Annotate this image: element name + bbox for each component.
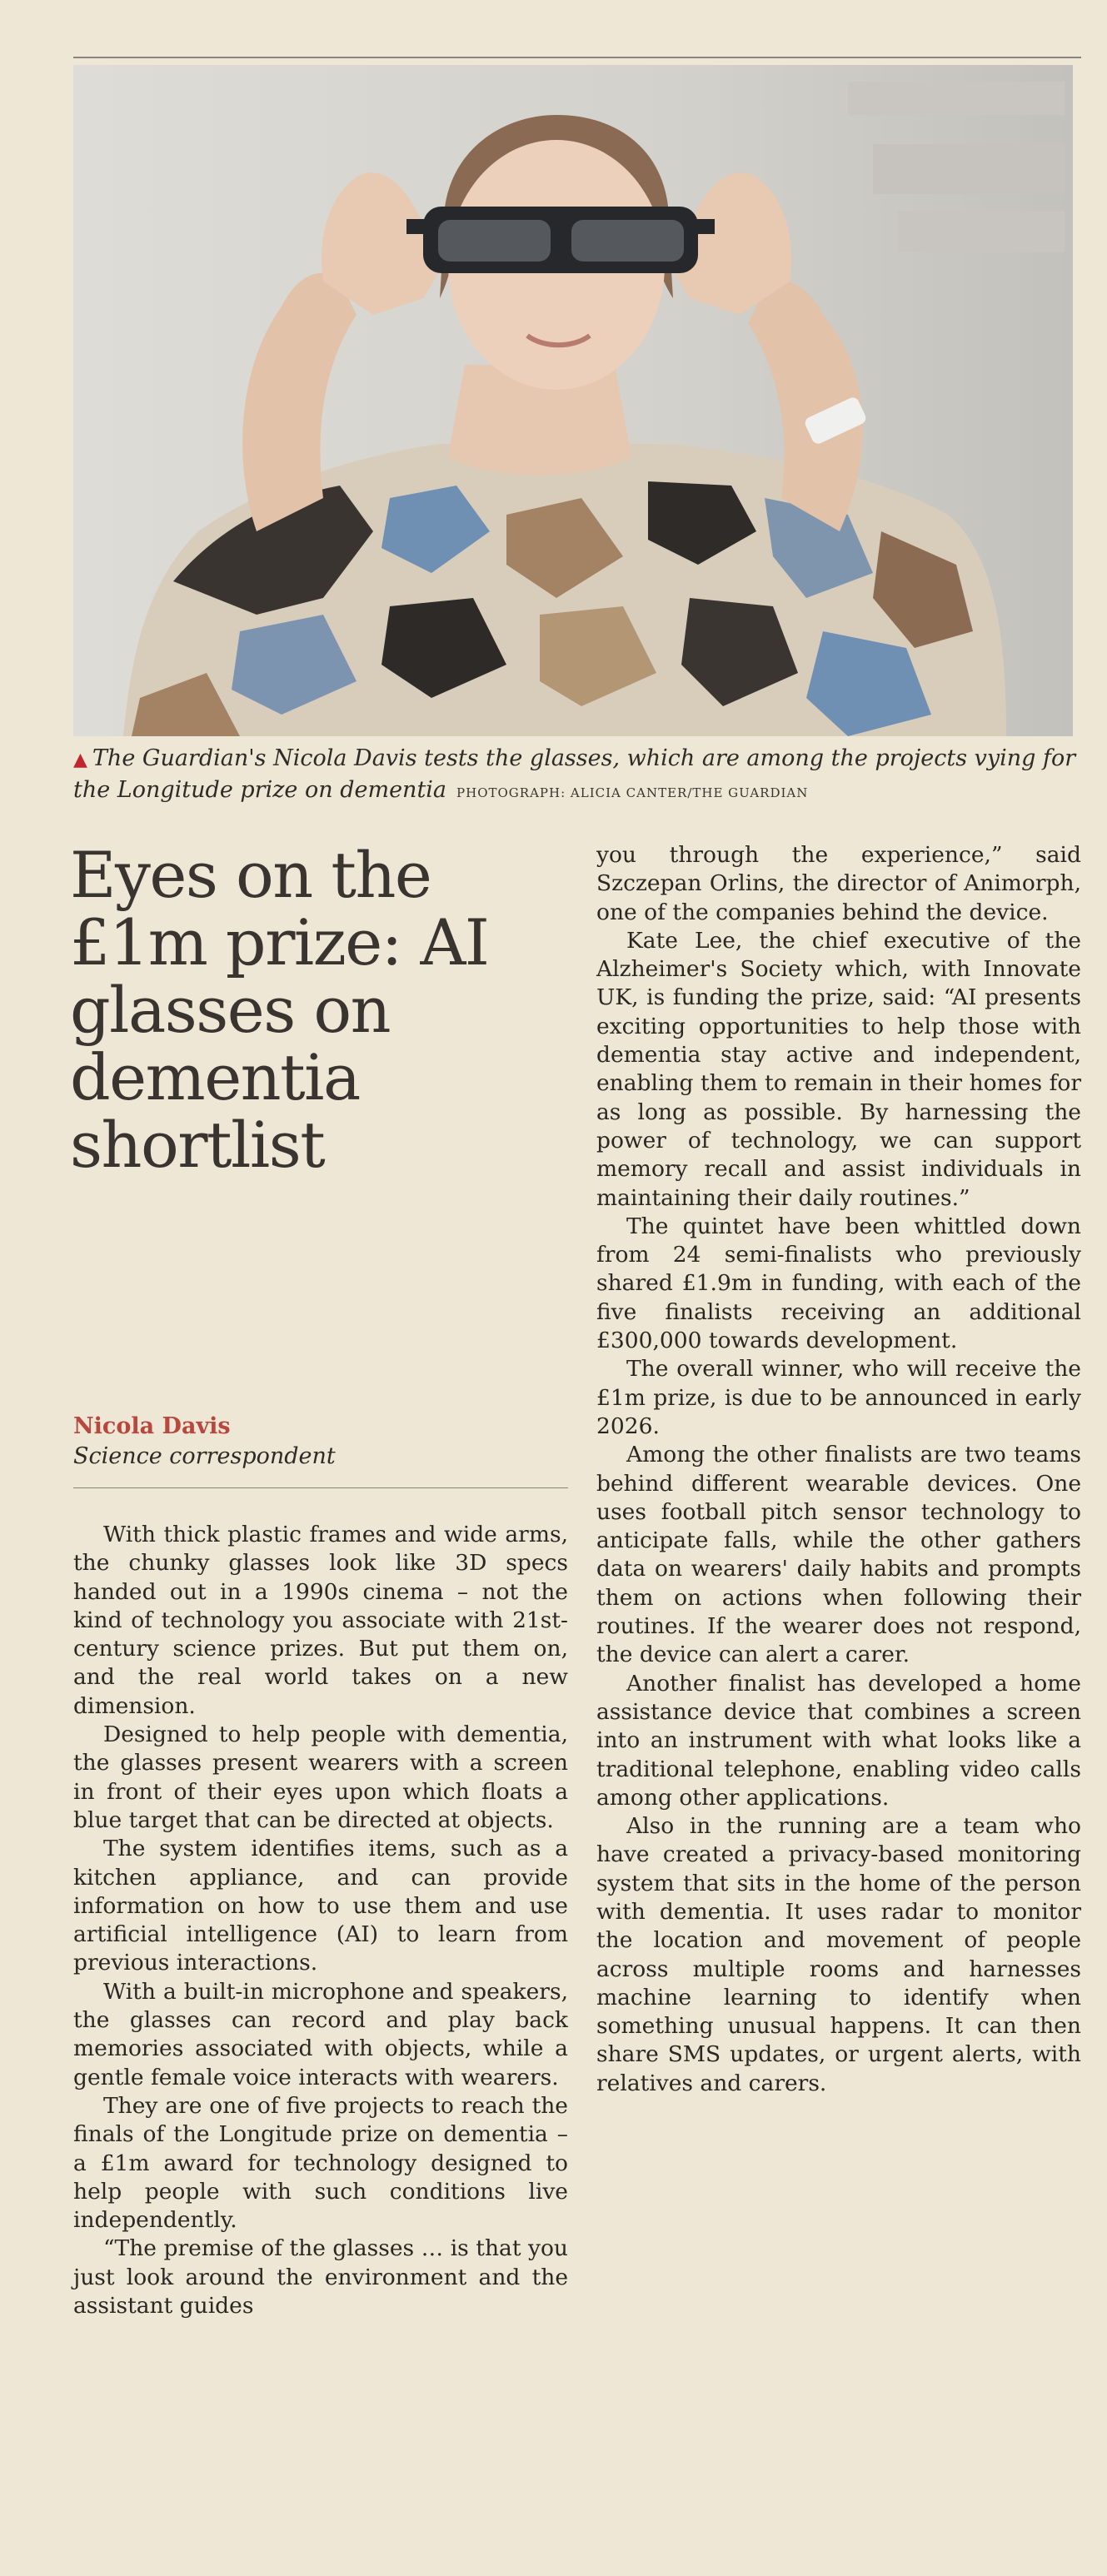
body-paragraph: The system identifies items, such as a kitchen appliance, and can provide information on how to use them and use artificial intelligence (AI) to learn from previous interactions.: [73, 1836, 568, 1976]
byline-name: Nicola Davis: [73, 1413, 231, 1439]
body-paragraph: Also in the running are a team who have created a privacy-based monitoring system that sits in the home of the person with dementia. It uses radar to monitor the location and movement of people across multiple rooms and harnesses machine learning to identify when something unusual happens. It can then share SMS updates, or urgent alerts, with relatives and carers.: [596, 1813, 1081, 2096]
photo-credit: PHOTOGRAPH: ALICIA CANTER/THE GUARDIAN: [456, 785, 809, 800]
byline-role: Science correspondent: [73, 1443, 336, 1469]
body-paragraph: With thick plastic frames and wide arms, the chunky glasses look like 3D specs handed out in a 1990s cinema – not the kind of technology you associate with 21st-century science prizes. But put them on, and the real world takes on a new dimension.: [73, 1522, 568, 1719]
body-paragraph: The overall winner, who will receive the £1m prize, is due to be announced in early 2026.: [596, 1356, 1081, 1439]
article-body-right-column: [596, 841, 1081, 2098]
body-paragraph: “The premise of the glasses … is that you just look around the environment and the assistant guides: [73, 2235, 568, 2319]
caption-text: The Guardian's Nicola Davis tests the glasses, which are among the projects vying for the Longitude prize on dementia: [73, 745, 1076, 803]
body-paragraph: They are one of five projects to reach the finals of the Longitude prize on dementia – a £1m award for technology designed to help people with such conditions live independently.: [73, 2092, 568, 2234]
body-paragraph: The quintet have been whittled down from 24 semi-finalists who previously shared £1.9m in funding, with each of the five finalists receiving an additional £300,000 towards development.: [596, 1213, 1081, 1354]
article-photo: [73, 65, 1073, 736]
body-paragraph: Another finalist has developed a home assistance device that combines a screen into an instrument with what looks like a traditional telephone, enabling video calls among other applications.: [596, 1670, 1081, 1811]
byline-divider: [73, 1487, 568, 1488]
body-paragraph: With a built-in microphone and speakers, the glasses can record and play back memories associated with objects, while a gentle female voice interacts with wearers.: [73, 1978, 568, 2090]
body-paragraph: Designed to help people with dementia, the glasses present wearers with a screen in front of their eyes upon which floats a blue target that can be directed at objects.: [73, 1721, 568, 1833]
body-paragraph-continuation: you through the experience,” said Szczepan Orlins, the director of Animorph, one of the companies behind the device.: [596, 842, 1081, 925]
article-body-left-column: [73, 1521, 568, 2320]
caption-triangle-icon: ▲: [73, 750, 87, 770]
photo-caption: [73, 744, 1081, 808]
body-paragraph: Among the other finalists are two teams behind different wearable devices. One uses football pitch sensor technology to anticipate falls, while the other gathers data on wearers' daily habits and prompts them on actions when following their routines. If the wearer does not respond, the device can alert a carer.: [596, 1442, 1081, 1668]
article-headline: Eyes on the £1m prize: AI glasses on dementia shortlist: [70, 838, 489, 1182]
body-paragraph: Kate Lee, the chief executive of the Alzheimer's Society which, with Innovate UK, is funding the prize, said: “AI presents exciting opportunities to help those with dementia stay active and independent, enabling them to remain in their homes for as long as possible. By harnessing the power of technology, we can support memory recall and assist individuals in maintaining their daily routines.”: [596, 927, 1081, 1211]
top-rule: [73, 57, 1081, 58]
woman-wearing-ai-glasses-illustration: [73, 65, 1073, 736]
